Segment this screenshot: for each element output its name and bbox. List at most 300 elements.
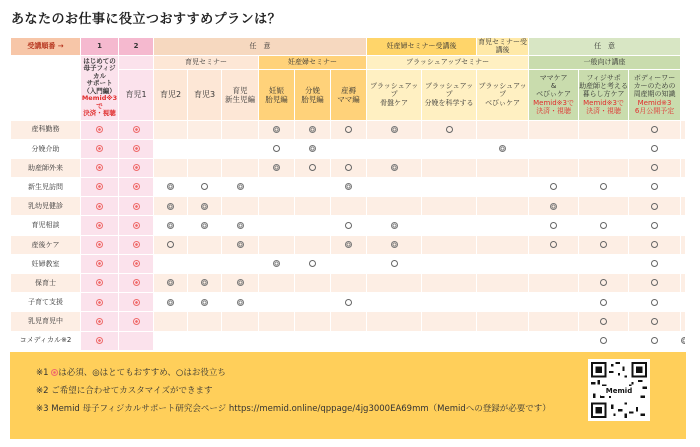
plan-cell bbox=[422, 178, 477, 197]
row-label: 乳幼児健診 bbox=[11, 197, 81, 216]
plan-cell bbox=[477, 235, 529, 254]
plan-cell bbox=[579, 312, 629, 331]
level-2: 2 bbox=[119, 38, 154, 56]
single-mark-icon bbox=[391, 260, 398, 267]
plan-cell bbox=[331, 235, 367, 254]
plan-cell bbox=[331, 216, 367, 235]
row-label: 新生児訪問 bbox=[11, 178, 81, 197]
plan-cell bbox=[681, 274, 686, 293]
row-label: 育児相談 bbox=[11, 216, 81, 235]
plan-cell bbox=[629, 216, 681, 235]
must-mark-icon bbox=[96, 241, 103, 248]
plan-cell bbox=[367, 274, 422, 293]
must-mark-icon bbox=[133, 299, 140, 306]
plan-cell bbox=[259, 254, 295, 273]
double-mark-icon bbox=[391, 241, 398, 248]
double-mark-icon bbox=[681, 337, 685, 344]
plan-cell bbox=[259, 293, 295, 312]
table-row bbox=[11, 178, 686, 197]
plan-cell bbox=[529, 120, 579, 139]
plan-cell bbox=[629, 197, 681, 216]
double-mark-icon bbox=[237, 279, 244, 286]
plan-cell bbox=[331, 139, 367, 158]
intro-course[interactable] bbox=[81, 55, 119, 120]
plan-cell bbox=[629, 331, 681, 350]
single-mark-icon bbox=[550, 241, 557, 248]
must-mark-icon bbox=[133, 222, 140, 229]
single-mark-icon bbox=[651, 299, 658, 306]
double-mark-icon bbox=[345, 183, 352, 190]
course-ikuji1[interactable]: 育児1 bbox=[119, 69, 154, 120]
ninsan-birth-l2: 胎児編 bbox=[301, 94, 324, 104]
gen3-l5: 6月公開予定 bbox=[634, 107, 675, 116]
double-mark-icon bbox=[167, 279, 174, 286]
row-label: 産科勤務 bbox=[11, 120, 81, 139]
plan-cell bbox=[81, 274, 119, 293]
brush-seminar-header: ブラッシュアップセミナー bbox=[367, 55, 529, 69]
plan-cell bbox=[119, 139, 154, 158]
plan-cell bbox=[629, 235, 681, 254]
gen1-l5: 決済・視聴 bbox=[536, 107, 572, 116]
prep-exam-header: 妊産婦セミナー受講後 bbox=[367, 38, 477, 56]
note-1 bbox=[36, 366, 226, 378]
single-mark-icon bbox=[345, 126, 352, 133]
plan-cell bbox=[222, 197, 259, 216]
gen1-l4: Memid※3で bbox=[533, 98, 574, 107]
ninsan-birth-l1: 分娩 bbox=[305, 85, 320, 95]
table-row bbox=[11, 197, 686, 216]
plan-cell bbox=[188, 158, 222, 177]
single-mark-icon bbox=[651, 164, 658, 171]
plan-cell bbox=[259, 158, 295, 177]
plan-cell bbox=[477, 158, 529, 177]
gen3-l1: ボディーワー bbox=[633, 73, 676, 82]
intro-line1: はじめての bbox=[83, 56, 116, 65]
plan-cell bbox=[81, 197, 119, 216]
row-label: 妊婦教室 bbox=[11, 254, 81, 273]
plan-cell bbox=[477, 331, 529, 350]
must-mark-icon bbox=[96, 337, 103, 344]
plan-cell bbox=[367, 158, 422, 177]
plan-cell bbox=[579, 216, 629, 235]
plan-cell bbox=[295, 158, 331, 177]
double-mark-icon bbox=[201, 222, 208, 229]
plan-cell bbox=[331, 158, 367, 177]
plan-table bbox=[10, 37, 686, 351]
plan-cell bbox=[529, 331, 579, 350]
note-1-text: は必須、◎はとてもおすすめ、○はお役立ち bbox=[58, 368, 226, 378]
plan-cell bbox=[579, 331, 629, 350]
plan-cell bbox=[629, 274, 681, 293]
plan-cell bbox=[681, 216, 686, 235]
brush2-l2: 分娩を科学する bbox=[424, 98, 474, 107]
plan-cell bbox=[259, 120, 295, 139]
optional-header-2: 任 意 bbox=[529, 38, 681, 56]
ninsan-post-l1: 産褥 bbox=[341, 85, 357, 95]
plan-cell bbox=[331, 254, 367, 273]
single-mark-icon bbox=[600, 222, 607, 229]
plan-cell bbox=[295, 216, 331, 235]
double-mark-icon bbox=[201, 299, 208, 306]
gen2-l4: Memid※3で bbox=[583, 98, 624, 107]
note-3: ※3 Memid 母子フィジカルサポート研究会ページ https://memid.online/qppage/4jg3000EA69mm（Memidへの登録が必要です） bbox=[36, 404, 551, 414]
single-mark-icon bbox=[201, 183, 208, 190]
plan-cell bbox=[629, 120, 681, 139]
plan-cell bbox=[579, 254, 629, 273]
plan-cell bbox=[681, 331, 686, 350]
plan-cell bbox=[222, 139, 259, 158]
plan-cell bbox=[681, 235, 686, 254]
row-label: 子育て支援 bbox=[11, 293, 81, 312]
double-mark-icon bbox=[550, 203, 557, 210]
single-mark-icon bbox=[345, 222, 352, 229]
plan-cell bbox=[188, 235, 222, 254]
plan-cell bbox=[259, 216, 295, 235]
plan-cell bbox=[422, 197, 477, 216]
double-mark-icon bbox=[273, 260, 280, 267]
ikuji-newborn-l1: 育児 bbox=[232, 85, 248, 95]
table-row bbox=[11, 293, 686, 312]
gen1-l3: べびぃケア bbox=[536, 90, 572, 99]
brush3-l2: ベびぃケア bbox=[485, 98, 521, 107]
double-mark-icon bbox=[391, 164, 398, 171]
plan-cell bbox=[154, 178, 188, 197]
double-mark-icon bbox=[237, 241, 244, 248]
must-mark-icon bbox=[96, 126, 103, 133]
plan-cell bbox=[681, 120, 686, 139]
plan-cell bbox=[477, 120, 529, 139]
double-mark-icon bbox=[345, 241, 352, 248]
plan-cell bbox=[367, 197, 422, 216]
plan-cell bbox=[222, 158, 259, 177]
ninsan-post-l2: ママ編 bbox=[337, 94, 360, 104]
intro-line2: 母子フィジカル bbox=[83, 64, 116, 80]
single-mark-icon bbox=[345, 164, 352, 171]
plan-cell bbox=[681, 139, 686, 158]
general-course-header: 一般向け講座 bbox=[529, 55, 681, 69]
plan-cell bbox=[681, 293, 686, 312]
plan-cell bbox=[579, 139, 629, 158]
plan-cell bbox=[154, 254, 188, 273]
plan-cell bbox=[477, 139, 529, 158]
plan-cell bbox=[222, 254, 259, 273]
plan-cell bbox=[81, 158, 119, 177]
plan-cell bbox=[259, 139, 295, 158]
double-mark-icon bbox=[391, 126, 398, 133]
plan-cell bbox=[367, 312, 422, 331]
must-mark-icon bbox=[133, 279, 140, 286]
single-mark-icon bbox=[600, 299, 607, 306]
plan-cell bbox=[81, 254, 119, 273]
must-mark-icon bbox=[96, 299, 103, 306]
ikuji-seminar-header: 育児セミナー bbox=[154, 55, 259, 69]
single-mark-icon bbox=[651, 203, 658, 210]
plan-cell bbox=[188, 293, 222, 312]
plan-cell bbox=[295, 197, 331, 216]
plan-cell bbox=[477, 254, 529, 273]
level-1: 1 bbox=[81, 38, 119, 56]
table-row bbox=[11, 331, 686, 350]
plan-cell bbox=[81, 178, 119, 197]
plan-cell bbox=[477, 293, 529, 312]
plan-cell bbox=[295, 274, 331, 293]
intro-line4: （入門編） bbox=[83, 86, 116, 95]
plan-cell bbox=[629, 254, 681, 273]
table-row bbox=[11, 254, 686, 273]
plan-cell bbox=[331, 274, 367, 293]
double-mark-icon bbox=[167, 183, 174, 190]
single-mark-icon bbox=[651, 279, 658, 286]
plan-cell bbox=[119, 254, 154, 273]
double-mark-icon bbox=[391, 222, 398, 229]
plan-cell bbox=[629, 158, 681, 177]
plan-cell bbox=[629, 178, 681, 197]
table-row bbox=[11, 312, 686, 331]
must-mark-icon bbox=[96, 164, 103, 171]
plan-cell bbox=[681, 197, 686, 216]
single-mark-icon bbox=[651, 337, 658, 344]
double-mark-icon bbox=[237, 299, 244, 306]
course-brush-baby[interactable] bbox=[477, 69, 529, 120]
prep-exam2-header: 育児セミナー受講後 bbox=[478, 38, 528, 55]
plan-cell bbox=[367, 178, 422, 197]
double-mark-icon bbox=[167, 222, 174, 229]
plan-cell bbox=[367, 293, 422, 312]
course-gen-mamacare[interactable] bbox=[529, 69, 579, 120]
plan-cell bbox=[529, 197, 579, 216]
plan-cell bbox=[222, 274, 259, 293]
single-mark-icon bbox=[550, 183, 557, 190]
plan-cell bbox=[529, 274, 579, 293]
plan-cell bbox=[422, 216, 477, 235]
single-mark-icon bbox=[651, 145, 658, 152]
single-mark-icon bbox=[550, 222, 557, 229]
gen1-l2: & bbox=[550, 82, 557, 90]
course-ikuji2[interactable]: 育児2 bbox=[154, 69, 188, 120]
plan-cell bbox=[331, 331, 367, 350]
plan-cell bbox=[81, 120, 119, 139]
single-mark-icon bbox=[651, 318, 658, 325]
plan-cell bbox=[331, 293, 367, 312]
single-mark-icon bbox=[600, 241, 607, 248]
plan-cell bbox=[259, 197, 295, 216]
plan-cell bbox=[422, 139, 477, 158]
plan-cell bbox=[222, 235, 259, 254]
plan-cell bbox=[422, 158, 477, 177]
gen2-l5: 決済・視聴 bbox=[586, 107, 622, 116]
plan-cell bbox=[119, 158, 154, 177]
table-row bbox=[11, 139, 686, 158]
plan-cell bbox=[629, 293, 681, 312]
plan-cell bbox=[222, 293, 259, 312]
intro-line3: サポート bbox=[86, 79, 113, 88]
plan-cell bbox=[222, 120, 259, 139]
plan-cell bbox=[188, 197, 222, 216]
plan-cell bbox=[295, 312, 331, 331]
plan-cell bbox=[188, 312, 222, 331]
gen3-l3: 周産期の知識 bbox=[633, 90, 676, 99]
order-label: 受講順番 → bbox=[11, 38, 81, 56]
must-mark-icon bbox=[133, 203, 140, 210]
course-brush-pelvis[interactable] bbox=[367, 69, 422, 120]
plan-cell bbox=[119, 178, 154, 197]
page-title: あなたのお仕事に役立つおすすめプランは？ bbox=[11, 12, 282, 27]
plan-cell bbox=[154, 235, 188, 254]
plan-cell bbox=[119, 216, 154, 235]
row-label: 産後ケア bbox=[11, 235, 81, 254]
plan-cell bbox=[681, 178, 686, 197]
plan-cell bbox=[154, 216, 188, 235]
plan-cell bbox=[259, 235, 295, 254]
double-mark-icon bbox=[201, 203, 208, 210]
plan-cell bbox=[259, 274, 295, 293]
course-gen-physisapo[interactable] bbox=[579, 69, 629, 120]
plan-cell bbox=[188, 331, 222, 350]
plan-cell bbox=[259, 178, 295, 197]
plan-cell bbox=[81, 139, 119, 158]
plan-cell bbox=[222, 178, 259, 197]
single-mark-icon bbox=[600, 318, 607, 325]
plan-cell bbox=[188, 254, 222, 273]
plan-cell bbox=[81, 293, 119, 312]
plan-cell bbox=[119, 331, 154, 350]
plan-cell bbox=[477, 274, 529, 293]
plan-cell bbox=[367, 120, 422, 139]
plan-cell bbox=[295, 254, 331, 273]
plan-cell bbox=[81, 216, 119, 235]
plan-cell bbox=[367, 139, 422, 158]
must-mark-icon bbox=[96, 203, 103, 210]
plan-cell bbox=[331, 178, 367, 197]
course-ninsan-post[interactable] bbox=[331, 69, 367, 120]
plan-cell bbox=[529, 293, 579, 312]
level2-blank bbox=[119, 55, 154, 69]
must-mark-icon bbox=[96, 222, 103, 229]
plan-cell bbox=[579, 235, 629, 254]
must-mark-icon bbox=[133, 241, 140, 248]
table-row bbox=[11, 158, 686, 177]
optional-header-1: 任 意 bbox=[154, 38, 367, 56]
plan-cell bbox=[119, 120, 154, 139]
qr-label: Memid bbox=[601, 386, 637, 396]
plan-cell bbox=[529, 312, 579, 331]
single-mark-icon bbox=[651, 241, 658, 248]
plan-cell bbox=[422, 331, 477, 350]
ninsan-preg-l1: 妊娠 bbox=[269, 85, 284, 95]
plan-cell bbox=[422, 274, 477, 293]
plan-cell bbox=[81, 331, 119, 350]
single-mark-icon bbox=[651, 183, 658, 190]
plan-cell bbox=[259, 312, 295, 331]
plan-cell bbox=[422, 235, 477, 254]
course-gen-bodywork[interactable] bbox=[629, 69, 681, 120]
plan-cell bbox=[81, 312, 119, 331]
plan-cell bbox=[154, 139, 188, 158]
row-label: 分娩介助 bbox=[11, 139, 81, 158]
plan-cell bbox=[422, 254, 477, 273]
course-ninsan-preg[interactable] bbox=[259, 69, 295, 120]
double-mark-icon bbox=[273, 164, 280, 171]
plan-cell bbox=[529, 216, 579, 235]
plan-cell bbox=[579, 158, 629, 177]
plan-cell bbox=[529, 139, 579, 158]
plan-cell bbox=[579, 293, 629, 312]
must-mark-icon bbox=[96, 145, 103, 152]
plan-cell bbox=[81, 235, 119, 254]
must-mark-icon bbox=[133, 145, 140, 152]
plan-cell bbox=[188, 274, 222, 293]
table-row bbox=[11, 120, 686, 139]
note-2: ※2 ご希望に合わせてカスタマイズができます bbox=[36, 386, 213, 396]
course-brush-birth[interactable] bbox=[422, 69, 477, 120]
table-row bbox=[11, 274, 686, 293]
ikuji-newborn-l2: 新生児編 bbox=[225, 94, 255, 104]
table-row bbox=[11, 235, 686, 254]
plan-cell bbox=[529, 178, 579, 197]
double-mark-icon bbox=[167, 299, 174, 306]
plan-cell bbox=[422, 312, 477, 331]
gen2-l3: 暮らし方ケア bbox=[582, 90, 625, 99]
course-ninsan-birth[interactable] bbox=[295, 69, 331, 120]
plan-cell bbox=[188, 139, 222, 158]
plan-cell bbox=[681, 158, 686, 177]
plan-cell bbox=[331, 120, 367, 139]
must-mark-icon bbox=[96, 260, 103, 267]
plan-cell bbox=[529, 158, 579, 177]
double-mark-icon bbox=[167, 203, 174, 210]
plan-cell bbox=[295, 235, 331, 254]
single-mark-icon bbox=[651, 222, 658, 229]
notes-panel bbox=[10, 352, 686, 439]
double-mark-icon bbox=[237, 183, 244, 190]
plan-cell bbox=[477, 216, 529, 235]
plan-cell bbox=[477, 178, 529, 197]
double-mark-icon bbox=[309, 145, 316, 152]
plan-cell bbox=[579, 274, 629, 293]
single-mark-icon bbox=[345, 299, 352, 306]
must-mark-icon bbox=[133, 260, 140, 267]
course-ikuji3[interactable]: 育児3 bbox=[188, 69, 222, 120]
plan-cell bbox=[477, 197, 529, 216]
plan-cell bbox=[222, 331, 259, 350]
single-mark-icon bbox=[600, 279, 607, 286]
plan-cell bbox=[119, 235, 154, 254]
plan-cell bbox=[422, 120, 477, 139]
gen1-l1: ママケア bbox=[539, 73, 568, 82]
plan-cell bbox=[295, 293, 331, 312]
single-mark-icon bbox=[600, 337, 607, 344]
plan-cell bbox=[154, 331, 188, 350]
plan-cell bbox=[188, 216, 222, 235]
brush3-l1: ブラッシュアップ bbox=[478, 82, 527, 99]
plan-cell bbox=[154, 120, 188, 139]
plan-cell bbox=[222, 216, 259, 235]
plan-cell bbox=[222, 312, 259, 331]
course-ikuji-newborn[interactable] bbox=[222, 69, 259, 120]
brush1-l1: ブラッシュアップ bbox=[369, 82, 419, 99]
gen2-l2: 助産師と考える bbox=[579, 82, 629, 90]
must-mark-icon bbox=[133, 183, 140, 190]
single-mark-icon bbox=[273, 145, 280, 152]
single-mark-icon bbox=[651, 260, 658, 267]
single-mark-icon bbox=[309, 164, 316, 171]
course-blank bbox=[11, 69, 81, 120]
brush1-l2: 骨盤ケア bbox=[380, 98, 409, 107]
must-mark-icon bbox=[133, 164, 140, 171]
plan-cell bbox=[154, 312, 188, 331]
plan-cell bbox=[579, 120, 629, 139]
plan-cell bbox=[331, 312, 367, 331]
